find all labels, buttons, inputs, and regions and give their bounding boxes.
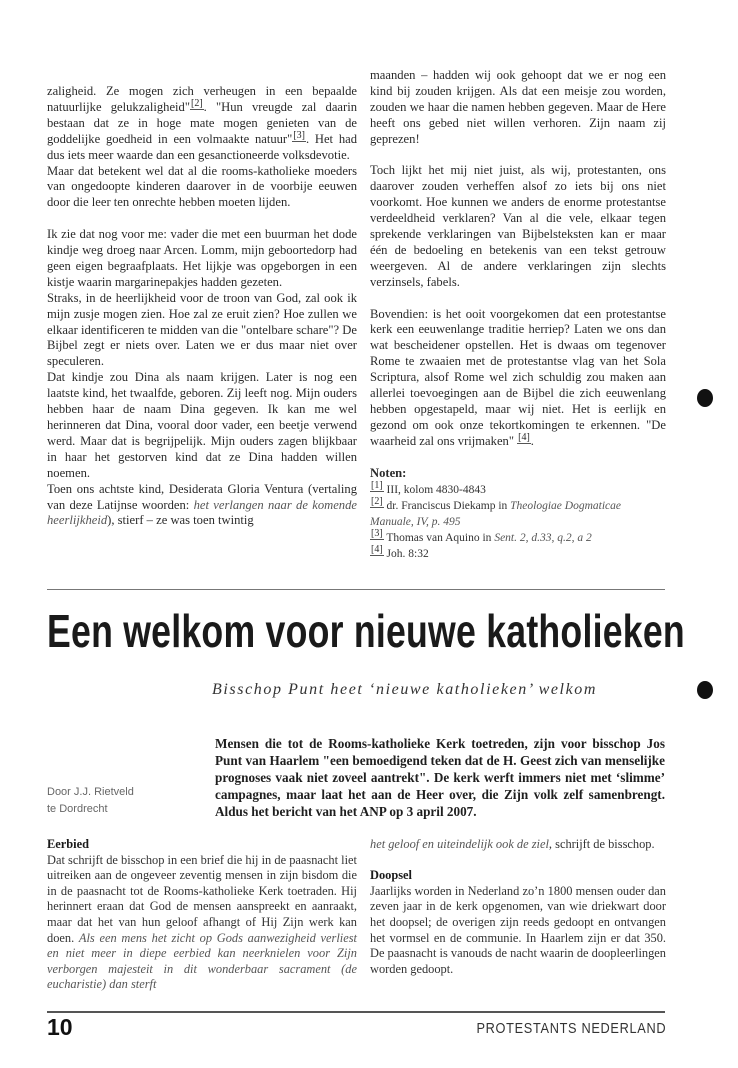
byline	[47, 784, 134, 818]
text: ), stierf – ze was toen twintig	[107, 513, 254, 528]
publication-name: PROTESTANTS NEDERLAND	[476, 1020, 666, 1037]
paragraph	[370, 307, 666, 450]
text: Straks, in de heerlijkheid voor de troon van God, zal ook ik mijn zusje mogen zien. Hoe zal ze eruit zien? Hoe zullen we elkaar identificeren te midden van die "ontelbare schare"? De Bijbel zegt er niets over. Laten we er dus maar niet over speculeren.	[47, 290, 357, 369]
text: III, kolom 4830-4843	[383, 483, 486, 496]
scan-punch-hole	[697, 681, 713, 699]
paragraph	[47, 291, 357, 371]
paragraph	[47, 853, 357, 993]
text: Ik zie dat nog voor me: vader die met een buurman het dode kindje weg droeg naar Arcen. Lomm, mijn geboortedorp had geen eigen begraafplaats. Het lijkje was opgeborgen in een kistje waarin margarinepakjes hadden gezeten.	[47, 227, 357, 289]
page-number: 10	[47, 1014, 73, 1040]
italic-text: Sent. 2, d.33, q.2, a 2	[494, 531, 592, 544]
scan-punch-hole	[697, 389, 713, 407]
footnote-ref[interactable]: [2]	[191, 97, 203, 109]
paragraph: Jaarlijks worden in Nederland zo’n 1800 mensen ouder dan zeven jaar in de kerk opgenomen, van wie driekwart door het doopsel; de overigen zijn reeds gedoopt en ontvangen het vormsel en de communie. In Haarlem zijn er dat 350. De paasnacht is vanouds de nacht waarin de doopleerlingen worden gedoopt.	[370, 883, 666, 976]
article-column-bottom-right	[370, 837, 666, 977]
notes-list	[370, 479, 666, 562]
text: Toen ons achtste kind, Desiderata Gloria Ventura (vertaling van deze Latijnse woorden:	[47, 481, 357, 512]
paragraph	[47, 227, 357, 291]
section-heading-eerbied: Eerbied	[47, 837, 89, 851]
text: zaligheid. Ze mogen zich verheugen in een bepaalde natuurlijke gelukzaligheid"	[47, 84, 357, 114]
byline-author: Door J.J. Rietveld	[47, 786, 134, 798]
footnote-ref[interactable]: [1]	[371, 479, 383, 491]
text: Thomas van Aquino in	[383, 531, 495, 544]
italic-text: Als een mens het zicht op Gods aanwezigheid verliest en niet meer in diepe eerbied kan neerknielen voor Zijn verborgen majesteit in dit wonderbaar sacrament (de eucharistie) dan sterft	[47, 930, 357, 992]
footnote-ref[interactable]: [4]	[371, 543, 383, 555]
article-column-bottom-left	[47, 837, 357, 993]
footer-divider	[47, 1011, 665, 1013]
article-subtitle: Bisschop Punt heet ‘nieuwe katholieken’ welkom	[212, 681, 598, 698]
byline-location: te Dordrecht	[47, 803, 108, 815]
text: Toch lijkt het mij niet juist, als wij, protestanten, ons daarover zouden verheffen alsof zo iets bij ons niet voorkomt. Hoe kunnen we anders de enorme protestantse verdeeldheid verklaren? Van al die vele, elkaar tegen sprekende verklaringen van Bijbelsteksten kan er maar één de bedoeling en betekenis van een tekst getrouw weergeven. Al de andere verklaringen zijn slechts verzinsels, fabels.	[370, 163, 666, 289]
paragraph	[370, 837, 666, 853]
note-item	[370, 479, 666, 498]
text: . Het had dus iets meer waarde dan een gesanctioneerde volksdevotie.	[47, 131, 358, 162]
section-heading-doopsel: Doopsel	[370, 868, 412, 883]
text: Dat schrijft de bisschop in een brief die hij in de paasnacht liet uitreiken aan de ongeveer zeventig mensen in zijn bisdom die in de paasnacht tot de Rooms-katholieke Kerk toetraden. Hij herinnert eraan dat God de mensen aanspreekt en aanraakt, maar dat het van hun geloof afhangt of Hij Zijn werk kan doen.	[47, 852, 357, 945]
footnote-ref[interactable]: [3]	[371, 527, 383, 539]
article-column-top-left	[47, 84, 357, 529]
note-item	[370, 527, 666, 546]
italic-text: het verlangen naar de komende heerlijkheid	[47, 497, 357, 528]
footnote-ref[interactable]: [2]	[371, 495, 383, 507]
article-headline: Een welkom voor nieuwe katholieken	[47, 605, 685, 657]
note-item	[370, 543, 666, 562]
paragraph	[47, 370, 357, 481]
paragraph	[47, 164, 357, 212]
paragraph	[370, 163, 666, 290]
footnote-ref[interactable]: [4]	[518, 431, 530, 443]
text: .	[530, 433, 534, 448]
text: , schrijft de bisschop.	[548, 837, 655, 851]
text: Dat kindje zou Dina als naam krijgen. Later is nog een laatste kind, het twaalfde, geboren. Zij leeft nog. Mijn ouders hebben haar de naam Dina gegeven. Ik kan me wel herinneren dat Dina, vooral door vader, een beetje verwend werd. Maar dat is begrijpelijk. Mijn ouders zagen blijkbaar in haar het gestorven kind dat ze Dina hadden willen noemen.	[47, 370, 357, 480]
text: dr. Franciscus Diekamp in	[383, 499, 511, 512]
paragraph	[47, 84, 357, 164]
notes-heading: Noten:	[370, 465, 407, 480]
article-lead: Mensen die tot de Rooms-katholieke Kerk toetreden, zijn voor bisschop Jos Punt van Haarlem "een bemoedigend teken dat de H. Geest zich van menselijke prognoses vaak niet zoveel aantrekt". De kerk werft immers niet met ‘slimme’ campagnes, maar laat het aan de Heer over, die Zijn volk zelf samenbrengt. Aldus het bericht van het ANP op 3 april 2007.	[215, 736, 665, 819]
paragraph	[47, 482, 357, 530]
text: maanden – hadden wij ook gehoopt dat we er nog een kind bij zouden krijgen. Als dat een meisje zou worden, zouden we haar die namen hebben gegeven. Maar de Here heeft ons gebed niet willen verhoren. Zijn naam zij geprezen!	[370, 68, 666, 146]
text: Maar dat betekent wel dat al die rooms-katholieke moeders van ongedoopte kinderen daarover in de voorbije eeuwen door die leer ten onrechte hebben moeten lijden.	[47, 163, 357, 210]
note-item	[370, 495, 666, 530]
footnote-ref[interactable]: [3]	[293, 129, 305, 141]
paragraphs	[370, 68, 666, 450]
italic-text: het geloof en uiteindelijk ook de ziel	[370, 837, 549, 851]
text: Bovendien: is het ooit voorgekomen dat een protestantse kerk een eeuwenlange traditie herriep? Laten we ons dan wat bescheidener opstellen. Het is dwaas om tegenover Rome te zwaaien met de protestantse vlag van het Sola Scriptura, alsof Rome wel zich schuldig zou maken aan allerlei toevoegingen aan de Bijbel die zich eeuwenlang hebben opgestapeld, maar wij niet. Het is eerlijk en gezond om ook onze tekortkomingen te erkennen. "De waarheid zal ons vrijmaken"	[370, 306, 666, 448]
text: Joh. 8:32	[383, 547, 429, 560]
section-divider	[47, 589, 665, 590]
text: . "Hun vreugde zal daarin bestaan dat ze in hoge mate mogen genieten van de goddelijke goedheid in een volmaakte natuur"	[47, 99, 357, 146]
paragraph	[370, 68, 666, 148]
article-column-top-right	[370, 68, 666, 562]
italic-text: Theologiae Dogmaticae Manuale, IV, p. 495	[370, 499, 621, 528]
